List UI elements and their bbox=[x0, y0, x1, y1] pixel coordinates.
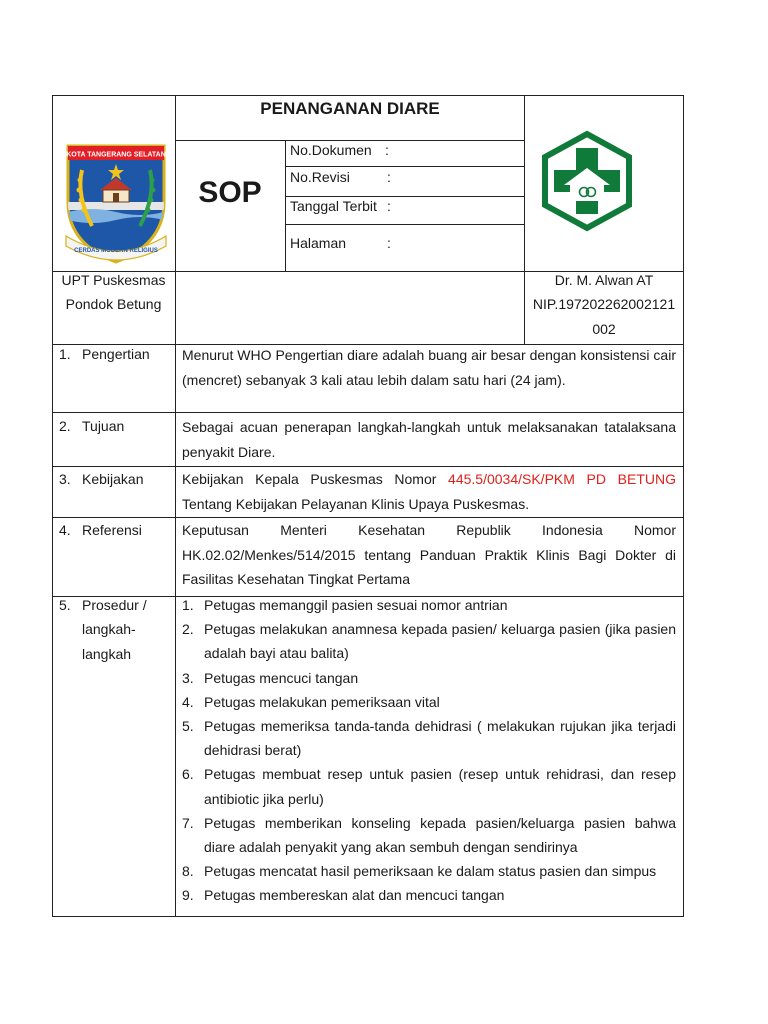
policy-text-start: Kebijakan Kepala Puskesmas Nomor bbox=[182, 471, 449, 487]
list-item bbox=[182, 666, 676, 690]
field-label: Halaman bbox=[290, 235, 347, 251]
field-no-dokumen bbox=[290, 138, 372, 162]
unit-name-line1: UPT Puskesmas bbox=[61, 272, 166, 288]
step-text: Petugas mencatat hasil pemeriksaan ke dalam status pasien dan simpus bbox=[204, 863, 657, 880]
puskesmas-logo bbox=[538, 130, 636, 232]
step-text: Petugas memeriksa tanda-tanda dehidrasi ( melakukan rujukan jika terjadi dehidrasi berat) bbox=[204, 718, 676, 759]
emblem-bottom-text: CERDAS MODERN RELIGIUS bbox=[74, 248, 158, 254]
field-sep: : bbox=[387, 169, 391, 185]
field-tanggal-terbit bbox=[290, 194, 377, 218]
field-sep: : bbox=[387, 198, 391, 214]
field-label: No.Revisi bbox=[290, 169, 350, 185]
policy-text-end: Tentang Kebijakan Pelayanan Klinis Upaya Puskesmas. bbox=[182, 495, 530, 512]
section-number: 1. bbox=[59, 346, 71, 362]
section-label: Referensi bbox=[82, 522, 142, 538]
section-number: 4. bbox=[59, 522, 71, 538]
section-number: 2. bbox=[59, 418, 71, 434]
field-halaman bbox=[290, 231, 346, 255]
field-no-revisi bbox=[290, 165, 350, 189]
city-emblem-logo bbox=[62, 140, 170, 266]
list-item bbox=[182, 883, 676, 907]
step-number: 3. bbox=[182, 669, 194, 686]
list-item bbox=[182, 617, 676, 665]
divider bbox=[175, 95, 176, 917]
step-number: 7. bbox=[182, 814, 194, 831]
section-label: Kebijakan bbox=[82, 471, 144, 487]
section-label-cont: langkah bbox=[82, 646, 132, 662]
section-label-cont: langkah- bbox=[82, 621, 136, 637]
step-number: 8. bbox=[182, 863, 194, 880]
section-text: Keputusan Menteri Kesehatan Republik Indonesia Nomor HK.02.02/Menkes/514/2015 tentang Panduan Praktik Klinis Bagi Dokter di Fasilitas Kesehatan Tingkat Pertama bbox=[182, 522, 676, 587]
signer-nip-cont: 002 bbox=[592, 321, 616, 337]
step-number: 5. bbox=[182, 718, 194, 735]
document-title: PENANGANAN DIARE bbox=[260, 99, 440, 118]
section-text: Menurut WHO Pengertian diare adalah buang air besar dengan konsistensi cair (mencret) sebanyak 3 kali atau lebih dalam satu hari (24 jam). bbox=[182, 347, 676, 388]
step-text: Petugas memberikan konseling kepada pasien/keluarga pasien bahwa diare adalah penyakit yang akan sembuh dengan sendirinya bbox=[204, 814, 676, 856]
step-number: 2. bbox=[182, 621, 194, 638]
emblem-top-text: KOTA TANGERANG SELATAN bbox=[66, 151, 166, 159]
field-label: No.Dokumen bbox=[290, 142, 372, 158]
section-label: Pengertian bbox=[82, 346, 150, 362]
policy-number: 445.5/0034/SK/PKM PD BETUNG bbox=[448, 471, 676, 487]
section-number: 3. bbox=[59, 471, 71, 487]
step-text: Petugas membuat resep untuk pasien (resep untuk rehidrasi, dan resep antibiotic jika perlu) bbox=[204, 766, 676, 807]
section-text bbox=[182, 467, 676, 516]
section-text: Sebagai acuan penerapan langkah-langkah untuk melaksanakan tatalaksana penyakit Diare. bbox=[182, 419, 676, 460]
step-number: 1. bbox=[182, 597, 194, 613]
divider bbox=[52, 412, 684, 413]
field-sep: : bbox=[387, 235, 391, 251]
step-text: Petugas membereskan alat dan mencuci tangan bbox=[204, 887, 505, 904]
field-sep: : bbox=[385, 142, 389, 158]
procedure-steps bbox=[182, 593, 676, 908]
section-label: Tujuan bbox=[82, 418, 125, 434]
list-item bbox=[182, 690, 676, 714]
list-item bbox=[182, 593, 676, 617]
step-number: 4. bbox=[182, 693, 194, 710]
step-text: Petugas mencuci tangan bbox=[204, 669, 359, 686]
signer-nip: NIP.197202262002121 bbox=[532, 296, 676, 312]
step-text: Petugas melakukan anamnesa kepada pasien/ keluarga pasien (jika pasien adalah bayi atau balita) bbox=[204, 621, 676, 662]
step-text: Petugas melakukan pemeriksaan vital bbox=[204, 693, 440, 710]
list-item bbox=[182, 714, 676, 762]
field-label: Tanggal Terbit bbox=[290, 198, 377, 214]
list-item bbox=[182, 762, 676, 810]
divider bbox=[285, 224, 525, 225]
signer-name: Dr. M. Alwan AT bbox=[554, 272, 654, 288]
step-text: Petugas memanggil pasien sesuai nomor antrian bbox=[204, 597, 508, 613]
divider bbox=[285, 140, 286, 271]
list-item bbox=[182, 859, 676, 883]
step-number: 9. bbox=[182, 887, 194, 904]
sop-label: SOP bbox=[198, 176, 262, 209]
unit-name-line2: Pondok Betung bbox=[65, 296, 162, 312]
section-number: 5. bbox=[59, 597, 71, 613]
step-number: 6. bbox=[182, 766, 194, 783]
section-label: Prosedur / bbox=[82, 597, 147, 613]
list-item bbox=[182, 811, 676, 859]
